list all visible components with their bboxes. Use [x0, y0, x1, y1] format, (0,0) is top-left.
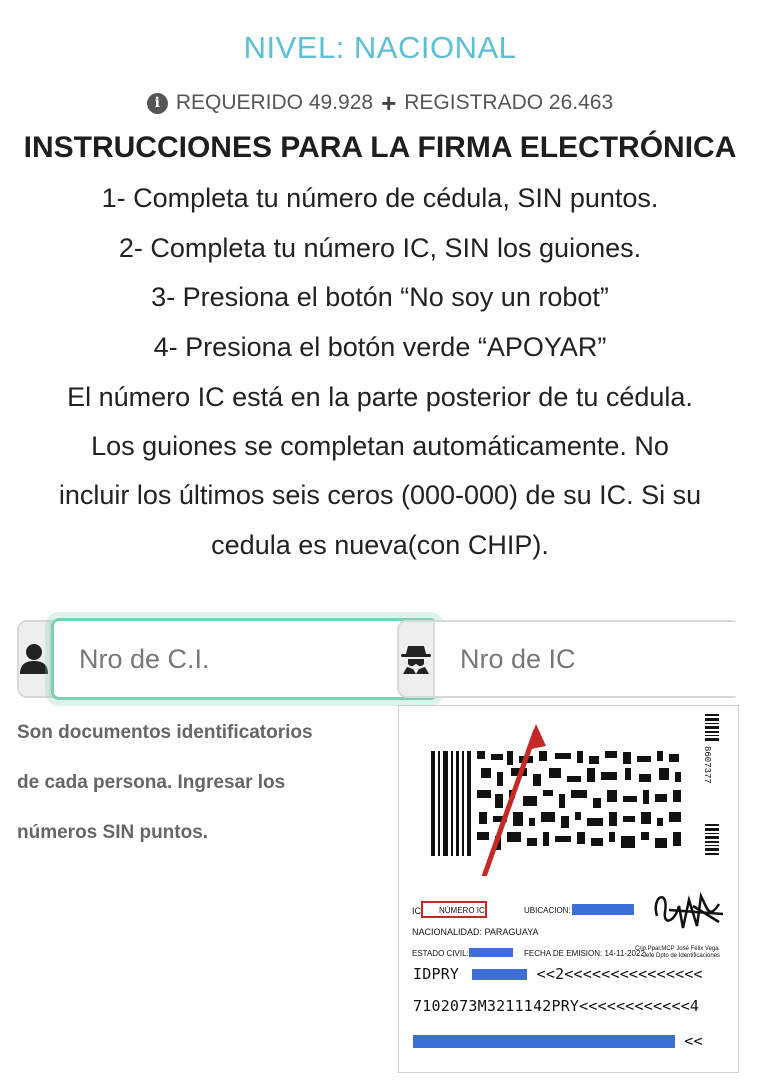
- note-line-4: cedula es nueva(con CHIP).: [211, 530, 549, 560]
- card-fecha-emision: FECHA DE EMISION: 14-11-2022: [524, 949, 645, 958]
- signature-graphic: [649, 886, 729, 936]
- ic-addon: [399, 622, 435, 696]
- step-1: 1- Completa tu número de cédula, SIN puntos.: [101, 183, 659, 213]
- card-estado-civil-label: ESTADO CIVIL:: [412, 949, 469, 958]
- redacted-mrz-3: [413, 1035, 675, 1048]
- note-line-1: El número IC está en la parte posterior de tu cédula.: [67, 382, 693, 412]
- ci-field-group: [17, 620, 360, 698]
- barcode-graphics: [399, 706, 738, 876]
- note-line-2: Los guiones se completan automáticamente. No: [91, 431, 669, 461]
- redacted-mrz-1: [472, 969, 527, 980]
- mrz-line-2: 7102073M3211142PRY<<<<<<<<<<<<4: [413, 997, 700, 1015]
- info-icon: i: [147, 93, 168, 114]
- signature-stats: [0, 90, 760, 116]
- note-line-3: incluir los últimos seis ceros (000-000) de su IC. Si su: [58, 480, 702, 510]
- card-ic-prefix: IC: [412, 906, 421, 916]
- redacted-ubicacion: [572, 904, 634, 915]
- step-2: 2- Completa tu número IC, SIN los guiones.: [118, 233, 642, 263]
- incognito-agent-icon: [399, 643, 433, 675]
- ic-number-input[interactable]: [435, 622, 783, 696]
- level-heading: NIVEL: NACIONAL: [243, 30, 517, 65]
- id-card-back-image: [398, 705, 739, 1073]
- mrz-line-1-prefix: IDPRY: [413, 965, 460, 983]
- redacted-estado-civil: [469, 948, 513, 957]
- mrz-line-3-suffix: <<: [684, 1032, 703, 1050]
- registered-count: REGISTRADO 26.463: [404, 91, 614, 114]
- ic-field-group: [397, 620, 741, 698]
- hint-line-1: Son documentos identificatorios: [17, 722, 313, 743]
- card-ubicacion-label: UBICACION:: [524, 906, 571, 915]
- card-signer-line-1: Crio.Ppal.MCP José Félix Vega: [635, 946, 719, 952]
- user-icon: [19, 643, 49, 675]
- ci-number-input[interactable]: [51, 618, 438, 700]
- card-ic-highlight-box: [421, 901, 487, 918]
- ci-hint-text: [17, 708, 357, 858]
- card-nacionalidad: NACIONALIDAD: PARAGUAYA: [412, 927, 539, 937]
- card-signer-line-2: Jefe Dpto de Identificaciones: [643, 953, 721, 959]
- mrz-line-3: [413, 1032, 703, 1050]
- instructions-title: INSTRUCCIONES PARA LA FIRMA ELECTRÓNICA: [23, 131, 737, 164]
- step-3: 3- Presiona el botón “No soy un robot”: [151, 282, 609, 312]
- mrz-line-1: [413, 965, 703, 983]
- plus-icon: +: [381, 88, 397, 118]
- card-ic-label: NÚMERO IC: [439, 906, 485, 915]
- ci-addon: [19, 622, 51, 696]
- card-side-number: 8607377: [702, 746, 712, 784]
- hint-line-3: números SIN puntos.: [17, 822, 209, 843]
- hint-line-2: de cada persona. Ingresar los: [17, 772, 286, 793]
- mrz-line-1-suffix: <<2<<<<<<<<<<<<<<<: [536, 965, 703, 983]
- required-count: REQUERIDO 49.928: [175, 91, 374, 114]
- step-4: 4- Presiona el botón verde “APOYAR”: [153, 332, 607, 362]
